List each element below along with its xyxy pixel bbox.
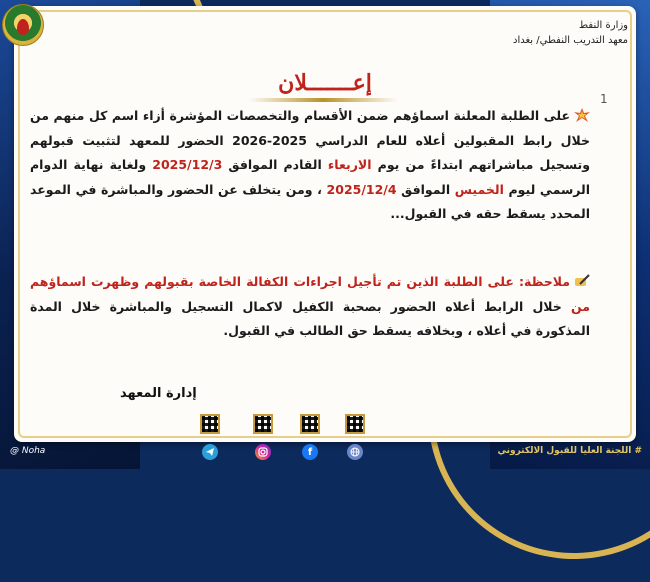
body-text-5: ، ومن يتخلف عن الحضور والمباشرة في الموعد المحدد يسقط حقه في القبول... xyxy=(30,181,590,221)
title-underline xyxy=(248,98,398,102)
qr-code-website[interactable] xyxy=(345,414,365,434)
instagram-icon[interactable] xyxy=(255,444,271,460)
body-text-1: على الطلبة المعلنة اسماؤهم ضمن الأقسام والتخصصات المؤشرة أزاء اسم كل منهم من خلال رابط المقبولين أعلاه للعام الدراسي 2025-2026 الحضور للمعهد لتثبيت قبولهم وتسجيل مباشراتهم ابتداءً من يوم xyxy=(30,108,591,172)
announcement-note xyxy=(30,270,590,344)
announcement-title: إعـــــــلان xyxy=(278,70,372,96)
body-text-4: الموافق xyxy=(396,181,455,197)
date-start: 2025/12/3 xyxy=(152,157,223,172)
collision-icon xyxy=(574,108,590,122)
oil-drop-icon xyxy=(17,19,29,35)
facebook-icon[interactable]: f xyxy=(302,444,318,460)
page-number: 1 xyxy=(600,92,608,106)
note-lead: ملاحظة: على الطلبة الذين تم تأجيل اجراءات الكفالة الخاصة بقبولهم وظهرت اسماؤهم من xyxy=(30,274,590,314)
ministry-logo-icon xyxy=(2,4,44,46)
ministry-name: وزارة النفط xyxy=(578,20,628,31)
committee-hashtag: # اللجنة العليا للقبول الالكتروني xyxy=(497,446,642,456)
signature: إدارة المعهد xyxy=(120,386,197,401)
date-end: 2025/12/4 xyxy=(326,181,397,197)
qr-code-telegram[interactable] xyxy=(200,414,220,434)
qr-code-facebook[interactable] xyxy=(300,414,320,434)
day-wednesday: الاربعاء xyxy=(327,157,372,172)
ministry-header xyxy=(513,18,628,48)
body-text-2: القادم الموافق xyxy=(222,157,328,172)
website-icon[interactable] xyxy=(347,444,363,460)
author-handle: @ Noha xyxy=(10,446,46,456)
note-rest: خلال الرابط أعلاه الحضور بصحبة الكفيل لاكمال التسجيل والمباشرة خلال المدة المذكورة في أعلاه ، وبخلافه يسقط حق الطالب في القبول. xyxy=(30,298,590,338)
institute-name: معهد التدريب النفطي/ بغداد xyxy=(513,35,628,46)
writing-hand-icon xyxy=(574,274,590,288)
announcement-body xyxy=(30,104,590,227)
body-text-3: ولغاية نهاية الدوام الرسمي ليوم xyxy=(30,157,590,197)
qr-code-instagram[interactable] xyxy=(253,414,273,434)
telegram-icon[interactable] xyxy=(202,444,218,460)
day-thursday: الخميس xyxy=(454,181,504,197)
